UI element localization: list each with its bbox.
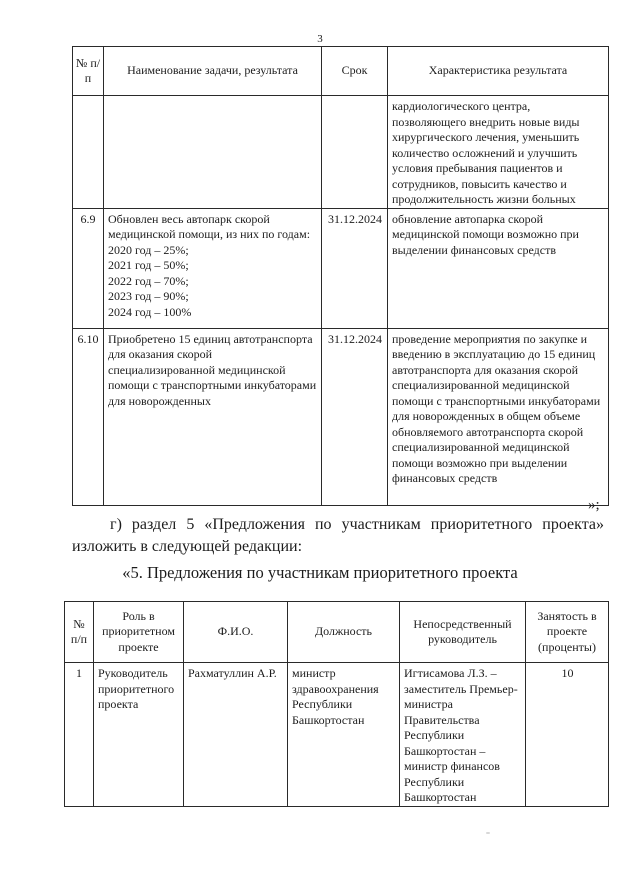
row-fio: Рахматуллин А.Р.	[184, 663, 288, 807]
table-row	[73, 208, 609, 328]
col-header-task: Наименование задачи, результата	[104, 47, 322, 96]
row-num: 1	[65, 663, 94, 807]
row-task: Приобретено 15 единиц автотранспорта для оказания скорой специализированной медицинской помощи с транспортными инкубаторами для новорожденных	[104, 328, 322, 505]
row-characteristic: проведение мероприятия по закупке и введению в эксплуатацию до 15 единиц автотранспорта для оказания скорой специализированной медицинской помощи с транспортными инкубаторами для новорожденных в общем объеме обновляемого автотранспорта скорой специализированной медицинской помощи возможно при выделении финансовых средств	[388, 328, 609, 505]
scan-artifact	[486, 832, 490, 834]
row-role: Руководитель приоритетного проекта	[94, 663, 184, 807]
col-header-num: № п/п	[73, 47, 104, 96]
task-line: 2020 год – 25%;	[108, 242, 189, 257]
row-supervisor: Игтисамова Л.З. – заместитель Премьер-министра Правительства Республики Башкортостан – министр финансов Республики Башкортостан	[400, 663, 526, 807]
amendment-line-2: изложить в следующей редакции:	[72, 538, 303, 555]
col-header-num: № п/п	[65, 602, 94, 663]
participants-table-header	[65, 602, 609, 663]
task-line: 2022 год – 70%;	[108, 273, 189, 288]
row-deadline: 31.12.2024	[322, 328, 388, 505]
row-characteristic: обновление автопарка скорой медицинской помощи возможно при выделении финансовых средств	[388, 208, 609, 328]
amendment-paragraph	[72, 514, 604, 558]
closing-quote-mark: »;	[588, 497, 600, 513]
task-line: 2023 год – 90%;	[108, 289, 189, 303]
col-header-fio: Ф.И.О.	[184, 602, 288, 663]
row-characteristic: кардиологического центра, позволяющего внедрить новые виды хирургического лечения, уменьшить количество осложнений и улучшить условия пребывания пациентов и сотрудников, повысить качество и продолжительность жизни больных	[388, 96, 609, 209]
col-header-supervisor: Непосредственный руководитель	[400, 602, 526, 663]
col-header-role: Роль в приоритетном проекте	[94, 602, 184, 663]
row-deadline: 31.12.2024	[322, 208, 388, 328]
participants-table	[64, 601, 609, 807]
col-header-characteristic: Характеристика результата	[388, 47, 609, 96]
table-row	[65, 663, 609, 807]
row-workload: 10	[526, 663, 609, 807]
table-row	[73, 96, 609, 209]
tasks-table-header	[73, 47, 609, 96]
row-num: 6.9	[73, 208, 104, 328]
page-number: 3	[317, 33, 323, 45]
tasks-table	[72, 46, 609, 506]
task-line: 2021 год – 50%;	[108, 258, 189, 272]
col-header-deadline: Срок	[322, 47, 388, 96]
section-heading: «5. Предложения по участникам приоритетного проекта	[122, 563, 518, 582]
row-num	[73, 96, 104, 209]
table-row	[73, 328, 609, 505]
col-header-position: Должность	[288, 602, 400, 663]
row-num: 6.10	[73, 328, 104, 505]
task-line: Обновлен весь автопарк скорой медицинской помощи, из них по годам:	[108, 211, 311, 241]
row-position: министр здравоохранения Республики Башкортостан	[288, 663, 400, 807]
amendment-line-1: г) раздел 5 «Предложения по участникам приоритетного проекта»	[110, 516, 604, 533]
col-header-workload: Занятость в проекте (проценты)	[526, 602, 609, 663]
row-deadline	[322, 96, 388, 209]
task-line: 2024 год – 100%	[108, 304, 192, 319]
row-task	[104, 208, 322, 328]
row-task	[104, 96, 322, 209]
